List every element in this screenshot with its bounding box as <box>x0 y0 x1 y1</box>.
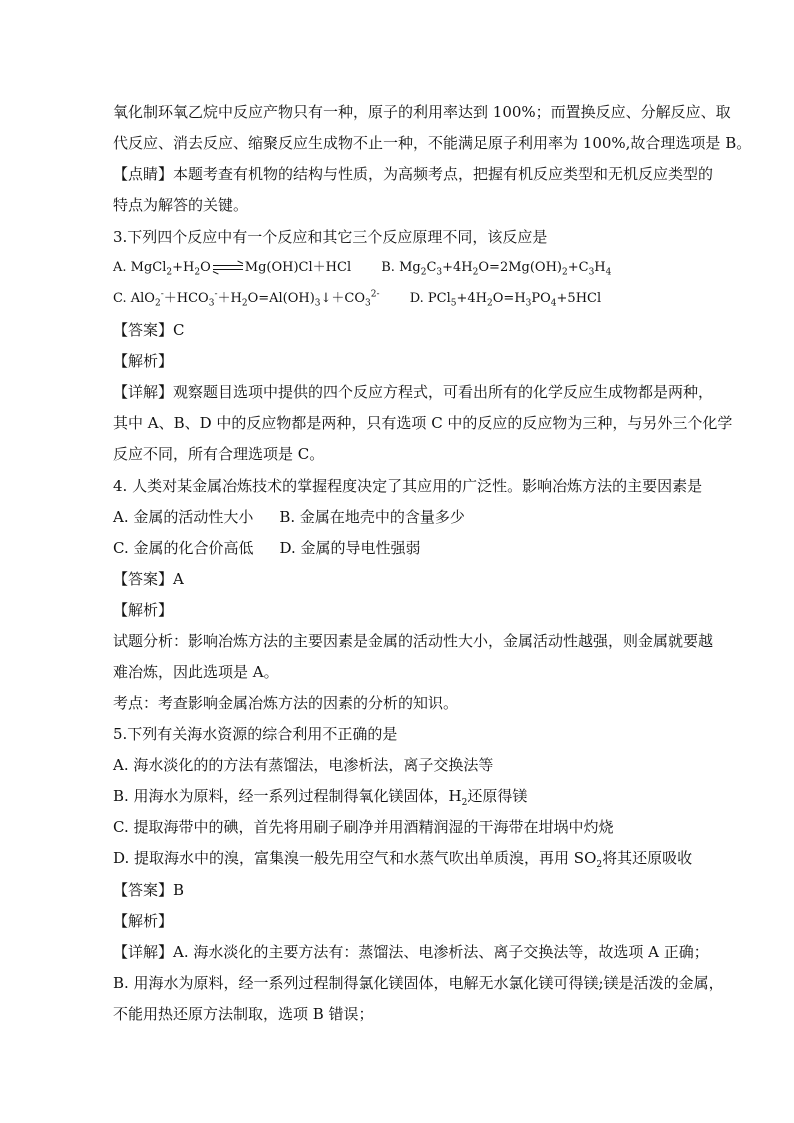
question-3-options-ab <box>113 258 611 278</box>
option-b: B. 金属在地壳中的含量多少 <box>279 508 465 526</box>
text-line: 氧化制环氧乙烷中反应产物只有一种，原子的利用率达到 100%；而置换反应、分解反应、取 <box>113 103 731 121</box>
option-c: C. $AlO_2^-+HCO_3^-+H_2O=Al(OH)_3↓+CO_3^{2-}$ <box>113 289 380 309</box>
comment-heading-line: 【点睛】本题考查有机物的结构与性质，为高频考点，把握有机反应类型和无机反应类型的 <box>113 165 714 183</box>
question-4-stem: 4. 人类对某金属冶炼技术的掌握程度决定了其应用的广泛性。影响冶炼方法的主要因素是 <box>113 477 703 495</box>
text-line: 【详解】A. 海水淡化的主要方法有：蒸馏法、电渗析法、离子交换法等，故选项 A 正确； <box>113 943 709 961</box>
option-a: A. $MgCl_2+H_2O$ Mg(OH)Cl＋HCl <box>113 260 352 278</box>
answer-heading: 【答案】C <box>113 321 185 339</box>
option-b: B. $Mg_2C_3+4H_2O=2Mg(OH)_2+C_3H_4$ <box>381 260 612 278</box>
text-line: 【详解】观察题目选项中提供的四个反应方程式，可看出所有的化学反应生成物都是两种， <box>113 383 714 401</box>
analysis-heading: 【解析】 <box>113 601 174 619</box>
text-line: 不能用热还原方法制取，选项 B 错误； <box>113 1005 374 1023</box>
answer-heading: 【答案】A <box>113 570 184 588</box>
analysis-heading: 【解析】 <box>113 912 174 930</box>
option-d: D. $PCl_5+4H_2O=H_3PO_4+5HCl$ <box>409 291 602 309</box>
option-d: D. 金属的导电性强弱 <box>279 539 421 557</box>
analysis-heading: 【解析】 <box>113 352 174 370</box>
option-b: B. 用海水为原料，经一系列过程制得氧化镁固体，$H_2$还原得镁 <box>113 787 528 808</box>
question-5-stem: 5.下列有关海水资源的综合利用不正确的是 <box>113 725 398 743</box>
answer-heading: 【答案】B <box>113 881 185 899</box>
question-4-options-ab <box>113 507 465 527</box>
reversible-arrow-icon <box>213 263 243 273</box>
text-line: 特点为解答的关键。 <box>113 196 249 214</box>
option-a: A. 海水淡化的的方法有蒸馏法，电渗析法，离子交换法等 <box>113 756 494 774</box>
text-line: 考点：考查影响金属冶炼方法的因素的分析的知识。 <box>113 694 459 712</box>
text-line: 反应不同，所有合理选项是 C。 <box>113 445 325 463</box>
option-c: C. 金属的化合价高低 <box>113 539 254 557</box>
text-line: 代反应、消去反应、缩聚反应生成物不止一种，不能满足原子利用率为 100%,故合理选项是 B。 <box>113 134 752 152</box>
question-3-stem: 3.下列四个反应中有一个反应和其它三个反应原理不同，该反应是 <box>113 228 548 246</box>
text-line: 难冶炼，因此选项是 A。 <box>113 663 279 681</box>
option-a: A. 金属的活动性大小 <box>113 508 254 526</box>
question-4-options-cd <box>113 538 421 558</box>
option-c: C. 提取海带中的碘，首先将用刷子刷净并用酒精润湿的干海带在坩埚中灼烧 <box>113 818 614 836</box>
text-line: B. 用海水为原料，经一系列过程制得氯化镁固体，电解无水氯化镁可得镁;镁是活泼的金属， <box>113 974 724 992</box>
option-d: D. 提取海水中的溴，富集溴一般先用空气和水蒸气吹出单质溴，再用 $SO_2$将其还原吸收 <box>113 849 693 870</box>
question-3-options-cd <box>113 289 601 309</box>
text-line: 试题分析：影响冶炼方法的主要因素是金属的活动性大小，金属活动性越强，则金属就要越 <box>113 632 714 650</box>
text-line: 其中 A、B、D 中的反应物都是两种，只有选项 C 中的反应的反应物为三种，与另外三个化学 <box>113 414 733 432</box>
